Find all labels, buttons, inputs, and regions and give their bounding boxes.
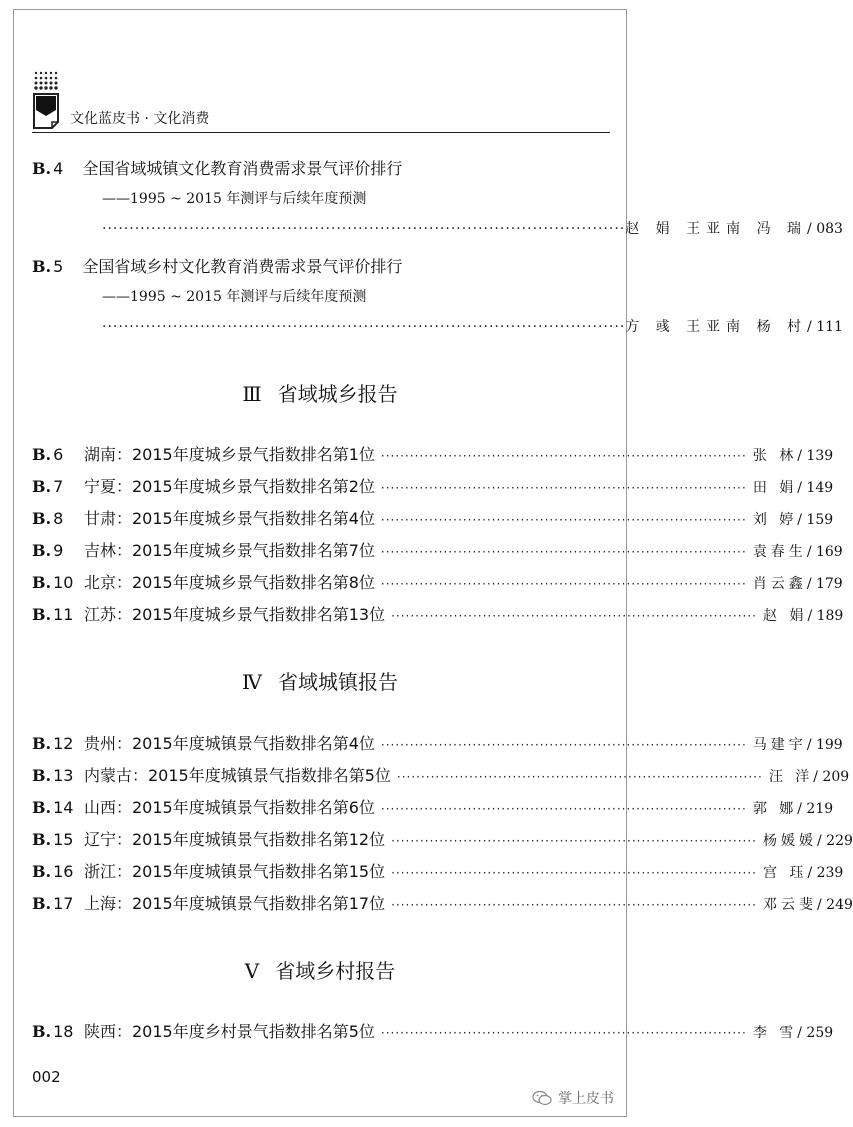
entry-code: B. — [32, 766, 52, 785]
entry-code: B. — [32, 445, 52, 464]
toc-row[interactable] — [32, 859, 844, 883]
entry-authors: 方 彧 王亚南 杨 村 — [625, 319, 808, 335]
entry-number: 17 — [53, 894, 74, 913]
entry-title: 陕西：2015年度乡村景气指数排名第5位 — [84, 1022, 375, 1041]
page-number: 002 — [32, 1068, 61, 1086]
leader-dots: ············································································ — [391, 866, 757, 880]
entry-title: 北京：2015年度城乡景气指数排名第8位 — [84, 573, 375, 592]
entry-title: 宁夏：2015年度城乡景气指数排名第2位 — [84, 477, 375, 496]
section-heading-5 — [0, 955, 640, 984]
leader-dots: ············································································ — [380, 449, 747, 463]
leader-dots: ············································································ — [391, 898, 757, 912]
toc-row[interactable] — [32, 570, 843, 594]
entry-code: B. — [32, 798, 52, 817]
entry-title: 吉林：2015年度城乡景气指数排名第7位 — [84, 541, 375, 560]
leader-dots: ············································································ — [380, 577, 747, 591]
entry-code: B. — [32, 573, 52, 592]
leader-dots: ············································································ — [391, 834, 757, 848]
entry-page: / 159 — [797, 512, 834, 528]
entry-page: / 169 — [806, 544, 843, 560]
entry-authors: 马建宇 — [752, 737, 807, 753]
entry-number: 6 — [53, 445, 64, 464]
leader-dots: ············································································ — [380, 545, 747, 559]
entry-number: 16 — [53, 862, 74, 881]
section-title: 省域城乡报告 — [277, 382, 398, 406]
section-heading-3 — [0, 378, 640, 407]
entry-page: / 199 — [806, 737, 843, 753]
entry-code: B. — [32, 1022, 52, 1041]
entry-code: B. — [32, 477, 52, 496]
entry-title: 上海：2015年度城镇景气指数排名第17位 — [84, 894, 386, 913]
entry-authors: 李 雪 — [752, 1025, 798, 1041]
section-title: 省域城镇报告 — [277, 670, 398, 694]
entry-authors: 赵 娟 — [763, 608, 808, 624]
entry-subtitle: ——1995 ~ 2015 年测评与后续年度预测 — [102, 191, 367, 207]
entry-page: / 083 — [807, 221, 843, 237]
entry-code: B. — [32, 734, 52, 753]
leader-dots: ············································································ — [380, 513, 747, 527]
watermark-text: 掌上皮书 — [558, 1091, 614, 1107]
entry-number: 5 — [53, 257, 64, 276]
entry-subtitle: ——1995 ~ 2015 年测评与后续年度预测 — [102, 289, 367, 305]
entry-code: B. — [32, 830, 52, 849]
blue-book-logo-icon — [32, 70, 62, 130]
entry-code: B. — [32, 509, 52, 528]
entry-authors: 赵 娟 王亚南 冯 瑞 — [625, 221, 808, 237]
entry-number: 7 — [53, 477, 64, 496]
entry-title: 江苏：2015年度城乡景气指数排名第13位 — [84, 605, 386, 624]
toc-row[interactable] — [32, 827, 853, 851]
section-title: 省域乡村报告 — [275, 959, 396, 983]
entry-code: B. — [32, 257, 52, 276]
entry-authors: 肖云鑫 — [752, 576, 807, 592]
entry-code: B. — [32, 862, 52, 881]
entry-page: / 179 — [806, 576, 843, 592]
entry-title: 山西：2015年度城镇景气指数排名第6位 — [84, 798, 375, 817]
entry-authors: 邓云斐 — [763, 897, 817, 913]
entry-code: B. — [32, 605, 52, 624]
wechat-icon — [532, 1090, 552, 1106]
entry-authors: 杨媛媛 — [763, 833, 817, 849]
leader-dots: ············································································ — [391, 609, 757, 623]
entry-authors: 宫 珏 — [763, 865, 808, 881]
section-number: Ⅴ — [244, 959, 260, 983]
entry-number: 18 — [53, 1022, 74, 1041]
entry-number: 10 — [53, 573, 74, 592]
section-number: Ⅳ — [242, 670, 262, 694]
series-title: 文化蓝皮书 · 文化消费 — [70, 111, 210, 127]
toc-row[interactable] — [32, 763, 850, 787]
entry-page: / 209 — [813, 769, 850, 785]
entry-authors: 刘 婷 — [752, 512, 798, 528]
entry-title: 内蒙古：2015年度城镇景气指数排名第5位 — [84, 766, 391, 785]
entry-authors: 郭 娜 — [752, 801, 798, 817]
entry-code: B. — [32, 894, 52, 913]
section-number: Ⅲ — [242, 382, 262, 406]
entry-title: 全国省域乡村文化教育消费需求景气评价排行 — [82, 257, 403, 276]
entry-title: 湖南：2015年度城乡景气指数排名第1位 — [84, 445, 375, 464]
entry-page: / 249 — [817, 897, 853, 913]
leader-dots: ············································································ — [380, 1026, 747, 1040]
entry-title: 辽宁：2015年度城镇景气指数排名第12位 — [84, 830, 386, 849]
toc-row[interactable] — [32, 1019, 834, 1043]
entry-title: 全国省域城镇文化教育消费需求景气评价排行 — [82, 159, 403, 178]
entry-page: / 239 — [807, 865, 844, 881]
entry-number: 8 — [53, 509, 64, 528]
entry-number: 14 — [53, 798, 74, 817]
wechat-watermark — [532, 1088, 614, 1108]
entry-title: 贵州：2015年度城镇景气指数排名第4位 — [84, 734, 375, 753]
entry-title: 甘肃：2015年度城乡景气指数排名第4位 — [84, 509, 375, 528]
section-heading-4 — [0, 666, 640, 695]
entry-number: 15 — [53, 830, 74, 849]
leader-dots: ············································································ — [380, 802, 747, 816]
leader-dots: ············································································ — [396, 770, 763, 784]
toc-row[interactable] — [32, 538, 843, 562]
entry-number: 9 — [53, 541, 64, 560]
leader-dots: ············································································ — [380, 738, 747, 752]
entry-number: 13 — [53, 766, 74, 785]
leader-dots: ············································································ — [380, 481, 747, 495]
entry-number: 11 — [53, 605, 74, 624]
entry-title: 浙江：2015年度城镇景气指数排名第15位 — [84, 862, 386, 881]
toc-row[interactable] — [32, 506, 834, 530]
header-rule — [32, 132, 610, 133]
entry-code: B. — [32, 541, 52, 560]
toc-row[interactable] — [32, 474, 834, 498]
entry-page: / 149 — [797, 480, 834, 496]
toc-row[interactable] — [32, 442, 834, 466]
entry-page: / 259 — [797, 1025, 834, 1041]
entry-page: / 111 — [807, 319, 843, 335]
leader-dots: ································································································ — [102, 221, 626, 237]
toc-row[interactable] — [32, 891, 853, 915]
entry-page: / 189 — [807, 608, 844, 624]
entry-number: 12 — [53, 734, 74, 753]
entry-code: B. — [32, 159, 52, 178]
toc-row[interactable] — [32, 602, 844, 626]
toc-row[interactable] — [32, 795, 834, 819]
entry-page: / 229 — [817, 833, 853, 849]
entry-authors: 田 娟 — [752, 480, 798, 496]
toc-row[interactable] — [32, 731, 843, 755]
entry-authors: 张 林 — [752, 448, 798, 464]
leader-dots: ································································································ — [102, 319, 626, 335]
entry-page: / 219 — [797, 801, 834, 817]
entry-number: 4 — [53, 159, 64, 178]
entry-authors: 汪 洋 — [768, 769, 814, 785]
entry-page: / 139 — [797, 448, 834, 464]
entry-authors: 袁春生 — [752, 544, 807, 560]
